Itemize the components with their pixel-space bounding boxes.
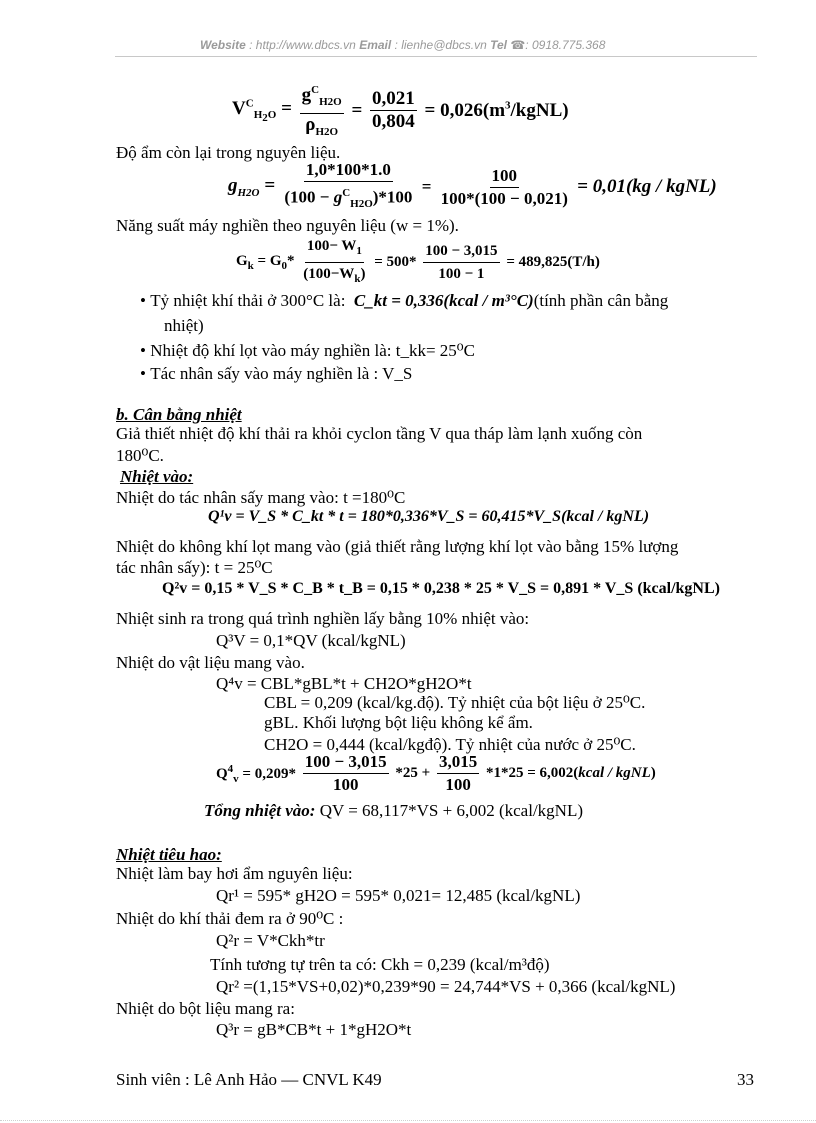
gia-thiet-line1: Giả thiết nhiệt độ khí thải ra khỏi cyclon tầng V qua tháp làm lạnh xuống còn: [116, 424, 643, 443]
bullet-ty-nhiet: • Tỷ nhiệt khí thải ở 300°C là: C_kt = 0,336(kcal / m³°C)(tính phần cân bằng: [140, 291, 669, 310]
tieu-hao-line3: Nhiệt do bột liệu mang ra:: [116, 999, 295, 1018]
bullet-ty-nhiet-cont: nhiệt): [164, 316, 204, 335]
tel-label: Tel: [490, 38, 508, 52]
footer-student: Sinh viên : Lê Anh Hảo — CNVL K49: [116, 1070, 382, 1089]
ch2o-text: CH2O = 0,444 (kcal/kgđộ). Tỷ nhiệt của nước ở 25⁰C.: [264, 735, 636, 754]
qr2-value: Qr² =(1,15*VS+0,02)*0,239*90 = 24,744*VS + 0,366 (kcal/kgNL): [216, 977, 676, 996]
cbl-text: CBL = 0,209 (kcal/kg.độ). Tỷ nhiệt của bột liệu ở 25⁰C.: [264, 693, 646, 712]
equation-gk: $G_k = G_0*$ $\frac{100- W_1}{(100-W_k)}$ = 500* $\frac{100 - 3,015}{100 - 1}$ = 489,825(T/h): [236, 238, 600, 285]
nhiet-vao-heading: Nhiệt vào:: [120, 467, 194, 486]
nhiet-vao-line3: Nhiệt sinh ra trong quá trình nghiền lấy bằng 10% nhiệt vào:: [116, 609, 530, 628]
website-value: : http://www.dbcs.vn: [245, 38, 360, 52]
tong-nhiet-vao-value: QV = 68,117*VS + 6,002 (kcal/kgNL): [315, 801, 583, 820]
tong-nhiet-vao-label: Tổng nhiệt vào:: [204, 801, 316, 820]
equation-q2: Q²v = 0,15 * V_S * C_B * t_B = 0,15 * 0,238 * 25 * V_S = 0,891 * V_S (kcal/kgNL): [162, 580, 720, 597]
page-number: 33: [737, 1070, 754, 1089]
equation-q4: $Q^4_v = 0,209*$ $\frac{100 - 3,015}{100}$ *25 + $\frac{3,015}{100}$ *1*25 = 6,002(kcal / kgNL): [216, 752, 656, 794]
section-b-heading: b. Cân bằng nhiệt: [116, 405, 242, 424]
website-label: Website: [200, 38, 246, 52]
do-am-text: Độ ẩm còn lại trong nguyên liệu.: [116, 143, 341, 162]
tel-value: ☎: 0918.775.368: [507, 38, 606, 52]
equation-g-h2o: $g_{H2O}$ = $\frac{1,0*100*1.0}{(100 - g^C_{H2O})*100}$ = $\frac{100}{100*(100 - 0,021)}$ = 0,01(kg / kgNL): [228, 160, 717, 211]
nhiet-vao-line4: Nhiệt do vật liệu mang vào.: [116, 653, 305, 672]
tong-nhiet-vao: [204, 801, 583, 821]
email-value: : lienhe@dbcs.vn: [391, 38, 491, 52]
nhiet-vao-line1: Nhiệt do tác nhân sấy mang vào: t =180⁰C: [116, 488, 406, 507]
q3-formula: Q³V = 0,1*QV (kcal/kgNL): [216, 631, 406, 650]
qr3-formula: Q³r = gB*CB*t + 1*gH2O*t: [216, 1020, 412, 1039]
nang-suat-text: Năng suất máy nghiền theo nguyên liệu (w = 1%).: [116, 216, 459, 235]
q4-formula: Q⁴v = CBL*gBL*t + CH2O*gH2O*t: [216, 674, 472, 693]
bullet-tac-nhan-say: • Tác nhân sấy vào máy nghiền là : V_S: [140, 364, 413, 383]
gia-thiet-line2: 180⁰C.: [116, 446, 164, 465]
nhiet-vao-line2a: Nhiệt do không khí lọt mang vào (giả thiết rằng lượng khí lọt vào bằng 15% lượng: [116, 537, 679, 556]
nhiet-vao-line2b: tác nhân sấy): t = 25⁰C: [116, 558, 273, 577]
equation-q1: Q¹v = V_S * C_kt * t = 180*0,336*V_S = 60,415*V_S(kcal / kgNL): [208, 508, 650, 525]
tinh-tuong-tu: Tính tương tự trên ta có: Ckh = 0,239 (kcal/m³độ): [210, 955, 550, 974]
qr1-formula: Qr¹ = 595* gH2O = 595* 0,021= 12,485 (kcal/kgNL): [216, 886, 581, 905]
qr2-formula: Q²r = V*Ckh*tr: [216, 931, 325, 950]
header-rule: [115, 56, 757, 57]
gbl-text: gBL. Khối lượng bột liệu không kể ẩm.: [264, 713, 533, 732]
footer-dotted-line: [0, 1120, 816, 1121]
nhiet-tieu-hao-heading: Nhiệt tiêu hao:: [116, 845, 222, 864]
bullet-nhiet-do-khi-lot: • Nhiệt độ khí lọt vào máy nghiền là: t_kk= 25⁰C: [140, 341, 475, 360]
page-header: [200, 38, 605, 52]
tieu-hao-line2: Nhiệt do khí thải đem ra ở 90⁰C :: [116, 909, 344, 928]
ty-nhiet-formula: C_kt = 0,336(kcal / m³°C): [353, 291, 534, 310]
tieu-hao-line1: Nhiệt làm bay hơi ẩm nguyên liệu:: [116, 864, 353, 883]
equation-v-h2o: $V^C_{H_2O}$ = $\frac{g^C_{H2O}}{\rho_{H2O}}$ = $\frac{0,021}{0,804}$ = $0,026(m^3/kgNL)$: [232, 80, 569, 142]
email-label: Email: [359, 38, 392, 52]
